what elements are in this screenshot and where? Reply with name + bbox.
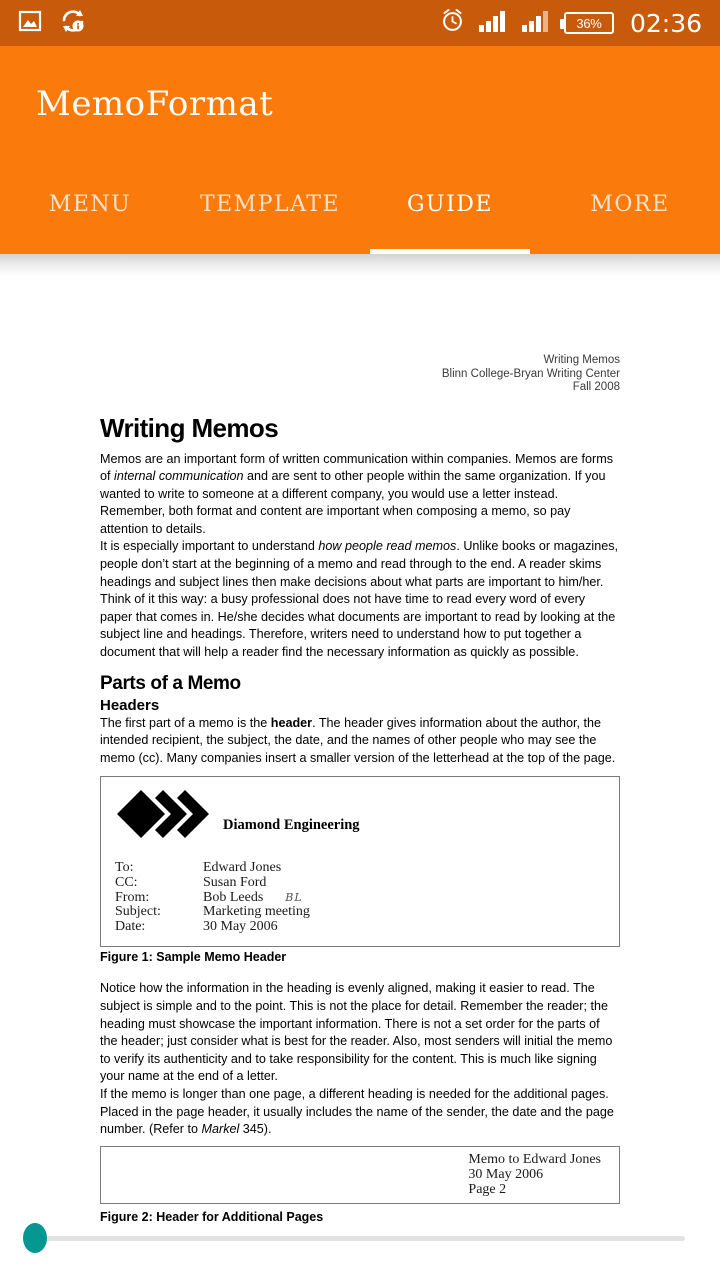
status-bar-left-icons — [18, 8, 86, 39]
tab-guide-label: GUIDE — [406, 192, 493, 217]
memo-field-label: From: — [115, 889, 150, 905]
paragraph-multipage-emphasis: Markel — [201, 1122, 240, 1137]
tab-more[interactable] — [540, 184, 720, 254]
running-header-line-1: Writing Memos — [543, 354, 620, 366]
app-bar — [0, 46, 720, 254]
signal-bars-icon — [478, 10, 508, 37]
status-bar-right-icons — [440, 8, 702, 38]
document-running-header — [100, 354, 620, 395]
memo-field-row — [115, 861, 619, 876]
figure-1-letterhead — [101, 787, 619, 845]
paragraph-reading-emphasis: how people read memos — [318, 539, 457, 554]
section-heading-parts-of-a-memo: Parts of a Memo — [100, 672, 241, 694]
battery-level-label: 36% — [576, 15, 602, 31]
figure-2-line-2: 30 May 2006 — [468, 1166, 544, 1182]
memo-field-label: Date: — [115, 918, 146, 934]
status-bar-clock: 02:36 — [629, 8, 702, 38]
figure-2-box — [100, 1146, 620, 1204]
running-header-line-2: Blinn College-Bryan Writing Center — [441, 367, 620, 380]
page-slider-handle[interactable] — [23, 1223, 47, 1253]
paragraph-header-part-2: . The header gives information about the author, the intended recipient, the subject, the date, and the names of other people who may see the memo (cc). Many companies insert a smaller version of the letterhead at the top of the page. — [100, 715, 616, 765]
tab-menu[interactable] — [0, 184, 180, 254]
tab-template[interactable] — [180, 184, 360, 254]
figure-1-memo-fields — [115, 861, 619, 934]
paragraph-multipage-part-1: If the memo is longer than one page, a different heading is needed for the additional pages. Placed in the page header, it usually includes the name of the sender, the date and the page number. (Refer to — [100, 1086, 614, 1137]
sync-info-icon — [60, 8, 86, 39]
tab-bar — [0, 184, 720, 254]
memo-field-label: Subject: — [115, 904, 161, 920]
paragraph-header-bold: header — [270, 715, 313, 730]
tab-template-label: TEMPLATE — [199, 192, 341, 217]
paragraph-intro-part-1: Memos are an important form of written communication within companies. Memos are forms of — [100, 451, 614, 484]
app-title: MemoFormat — [36, 84, 274, 124]
alarm-clock-icon — [440, 8, 465, 38]
memo-field-initials: BL — [285, 890, 303, 904]
paragraph-header-part-1: The first part of a memo is the — [100, 715, 271, 730]
paragraph-intro — [100, 451, 620, 539]
image-icon — [18, 9, 42, 38]
document-page — [0, 276, 720, 1224]
document-title: Writing Memos — [100, 412, 279, 443]
memo-field-label: CC: — [115, 875, 138, 890]
paragraph-reading-part-2: . Unlike books or magazines, people don’t start at the beginning of a memo and read through to the end. A reader skims headings and subject lines then make decisions about what parts are important to him/her. Think of it this way: a busy professional does not have time to read every word of every paper that comes in. He/she decides what documents are important to read by looking at the subject line and headings. Therefore, writers need to understand how to put together a document that will help a reader find the necessary information as quickly as possible. — [100, 539, 619, 660]
signal-bars-icon — [521, 10, 551, 37]
paragraph-header-description — [100, 715, 620, 768]
memo-field-row — [115, 905, 619, 920]
memo-field-value: Susan Ford — [203, 875, 267, 890]
memo-field-row — [115, 891, 619, 906]
figure-2-line-3: Page 2 — [468, 1181, 507, 1197]
memo-field-value: Bob Leeds — [203, 889, 264, 905]
paragraph-alignment: Notice how the information in the heading is evenly aligned, making it easier to read. The subject is simple and to the point. This is not the place for detail. Remember the reader; the heading must showcase the important information. There is not a set order for the parts of the header; just consider what is best for the reader. Also, most senders will initial the memo to verify its authenticity and to take responsibility for the content. This is much like signing your name at the end of a letter. — [100, 981, 613, 1084]
tab-more-label: MORE — [590, 192, 670, 217]
diamond-logo-icon — [115, 788, 213, 845]
tab-menu-label: MENU — [48, 192, 132, 217]
running-header-line-3: Fall 2008 — [572, 381, 620, 393]
paragraph-intro-emphasis: internal communication — [114, 469, 244, 484]
paragraph-intro-part-2: and are sent to other people within the same organization. If you wanted to write to someone at a different company, you would use a letter instead. Remember, both format and content are important when composing a memo, so pay attention to details. — [100, 469, 606, 536]
memo-field-value: Edward Jones — [203, 860, 282, 876]
figure-2-header-lines — [468, 1152, 601, 1197]
figure-2-line-1: Memo to Edward Jones — [468, 1151, 601, 1167]
memo-field-label: To: — [115, 860, 134, 876]
memo-field-value: Marketing meeting — [203, 904, 310, 920]
tab-guide[interactable] — [360, 184, 540, 254]
memo-field-row — [115, 920, 619, 935]
paragraph-multipage-part-2: 345). — [239, 1122, 272, 1137]
figure-1-caption: Figure 1: Sample Memo Header — [100, 950, 287, 965]
paragraph-reading-part-1: It is especially important to understand — [100, 539, 319, 554]
memo-field-row — [115, 876, 619, 891]
status-bar — [0, 0, 720, 46]
paragraph-reading — [100, 538, 620, 661]
page-slider[interactable] — [0, 1218, 720, 1258]
battery-icon — [564, 12, 614, 34]
paragraph-multipage — [100, 1086, 620, 1139]
figure-1-box — [100, 776, 620, 947]
subsection-heading-headers: Headers — [100, 696, 160, 714]
figure-1-company-name: Diamond Engineering — [223, 816, 360, 833]
figure-2-caption: Figure 2: Header for Additional Pages — [100, 1209, 324, 1224]
document-viewer[interactable] — [0, 254, 720, 1280]
memo-field-value: 30 May 2006 — [203, 918, 278, 934]
page-slider-track[interactable] — [35, 1236, 685, 1241]
app-bar-shadow — [0, 254, 720, 276]
